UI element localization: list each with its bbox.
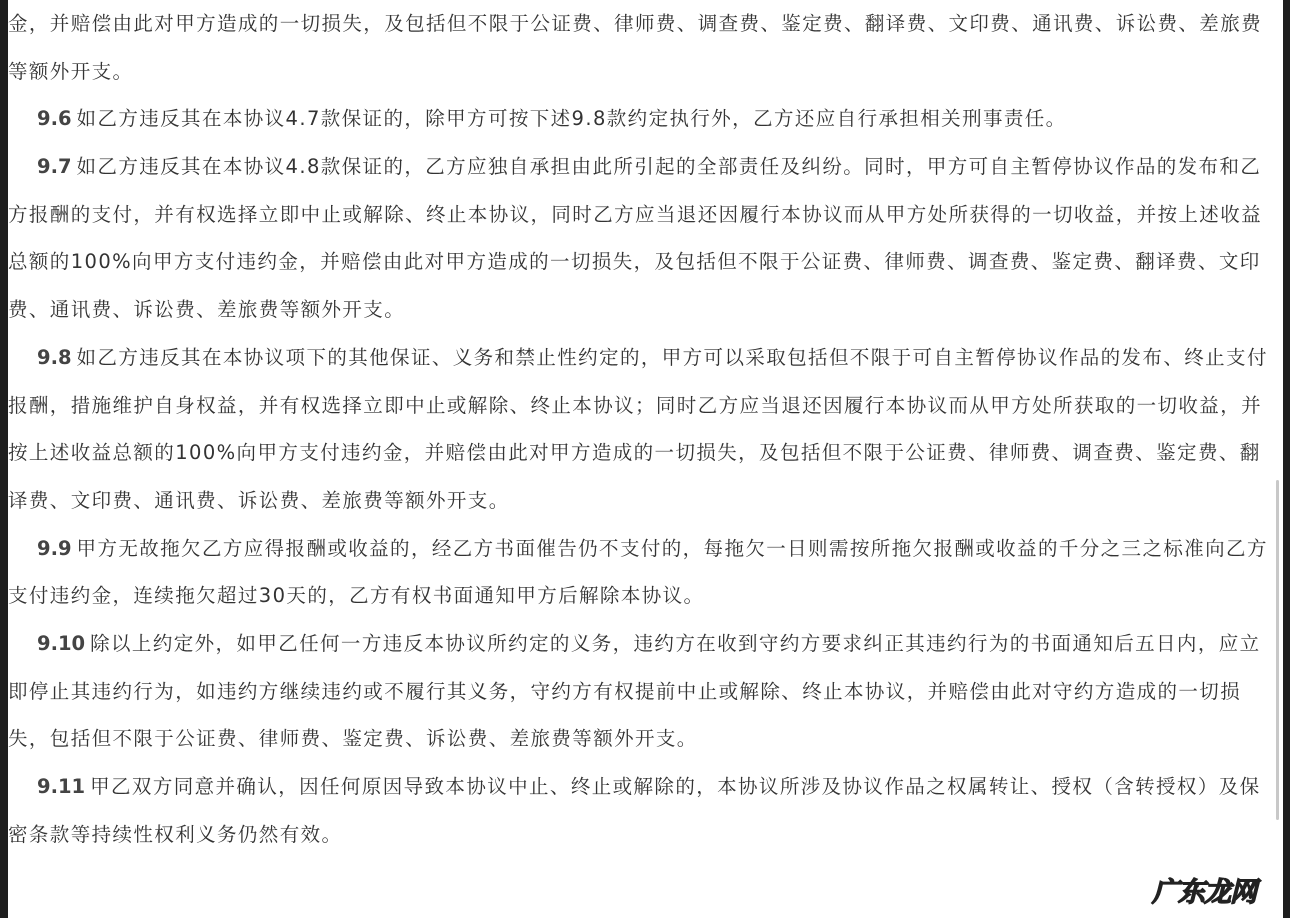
clause-text: 按上述收益总额的100%向甲方支付违约金，并赔偿由此对甲方造成的一切损失，及包括但不限于公证费、律师费、调查费、鉴定费、翻	[8, 441, 1261, 465]
clause-number: 9.10	[37, 631, 86, 655]
clause-9-7	[8, 143, 1283, 191]
clause-text: 如乙方违反其在本协议4.8款保证的，乙方应独自承担由此所引起的全部责任及纠纷。同时，甲方可自主暂停协议作品的发布和乙	[76, 155, 1262, 179]
clause-number: 9.7	[37, 155, 72, 179]
text-line	[8, 191, 1283, 239]
clause-text: 如乙方违反其在本协议项下的其他保证、义务和禁止性约定的，甲方可以采取包括但不限于可自主暂停协议作品的发布、终止支付	[76, 345, 1268, 369]
scrollbar[interactable]	[1276, 480, 1279, 820]
clause-text: 总额的100%向甲方支付违约金，并赔偿由此对甲方造成的一切损失，及包括但不限于公证费、律师费、调查费、鉴定费、翻译费、文印	[8, 250, 1261, 274]
clause-text: 方报酬的支付，并有权选择立即中止或解除、终止本协议，同时乙方应当退还因履行本协议而从甲方处所获得的一切收益，并按上述收益	[8, 202, 1263, 226]
clause-text: 失，包括但不限于公证费、律师费、鉴定费、诉讼费、差旅费等额外开支。	[8, 727, 698, 751]
document-page	[8, 0, 1283, 918]
text-line	[8, 238, 1283, 286]
clause-text: 如乙方违反其在本协议4.7款保证的，除甲方可按下述9.8款约定执行外，乙方还应自行承担相关刑事责任。	[76, 107, 1067, 131]
clause-text: 除以上约定外，如甲乙任何一方违反本协议所约定的义务，违约方在收到守约方要求纠正其违约行为的书面通知后五日内，应立	[90, 631, 1261, 655]
clause-9-11	[8, 763, 1283, 811]
clause-number: 9.6	[37, 107, 72, 131]
text-line	[8, 477, 1283, 525]
text-line	[8, 286, 1283, 334]
text-line	[8, 668, 1283, 716]
document-body	[8, 0, 1283, 858]
clause-text: 甲方无故拖欠乙方应得报酬或收益的，经乙方书面催告仍不支付的，每拖欠一日则需按所拖欠报酬或收益的千分之三之标准向乙方	[76, 536, 1268, 560]
text-line	[8, 429, 1283, 477]
text-line: 等额外开支。	[8, 59, 134, 83]
clause-text: 报酬，措施维护自身权益，并有权选择立即中止或解除、终止本协议；同时乙方应当退还因履行本协议而从甲方处所获取的一切收益，并	[8, 393, 1263, 417]
clause-number: 9.9	[37, 536, 72, 560]
text-line	[8, 715, 1283, 763]
text-line	[8, 572, 1283, 620]
clause-9-9	[8, 525, 1283, 573]
clause-text: 支付违约金，连续拖欠超过30天的，乙方有权书面通知甲方后解除本协议。	[8, 584, 705, 608]
clause-text: 费、通讯费、诉讼费、差旅费等额外开支。	[8, 298, 406, 322]
clause-text: 密条款等持续性权利义务仍然有效。	[8, 822, 343, 846]
text-line	[8, 382, 1283, 430]
watermark-logo: 广东龙网	[1152, 877, 1256, 908]
text-line	[8, 811, 1283, 859]
clause-text: 即停止其违约行为，如违约方继续违约或不履行其义务，守约方有权提前中止或解除、终止本协议，并赔偿由此对守约方造成的一切损	[8, 679, 1242, 703]
text-line: 金，并赔偿由此对甲方造成的一切损失，及包括但不限于公证费、律师费、调查费、鉴定费、翻译费、文印费、通讯费、诉讼费、差旅费	[8, 12, 1263, 35]
clause-text: 甲乙双方同意并确认，因任何原因导致本协议中止、终止或解除的，本协议所涉及协议作品之权属转让、授权（含转授权）及保	[90, 775, 1261, 798]
clause-9-6	[8, 95, 1283, 143]
clause-9-10	[8, 620, 1283, 668]
clause-number: 9.11	[37, 775, 86, 798]
clause-number: 9.8	[37, 345, 72, 369]
clause-9-8	[8, 334, 1283, 382]
clause-text: 译费、文印费、通讯费、诉讼费、差旅费等额外开支。	[8, 488, 510, 512]
